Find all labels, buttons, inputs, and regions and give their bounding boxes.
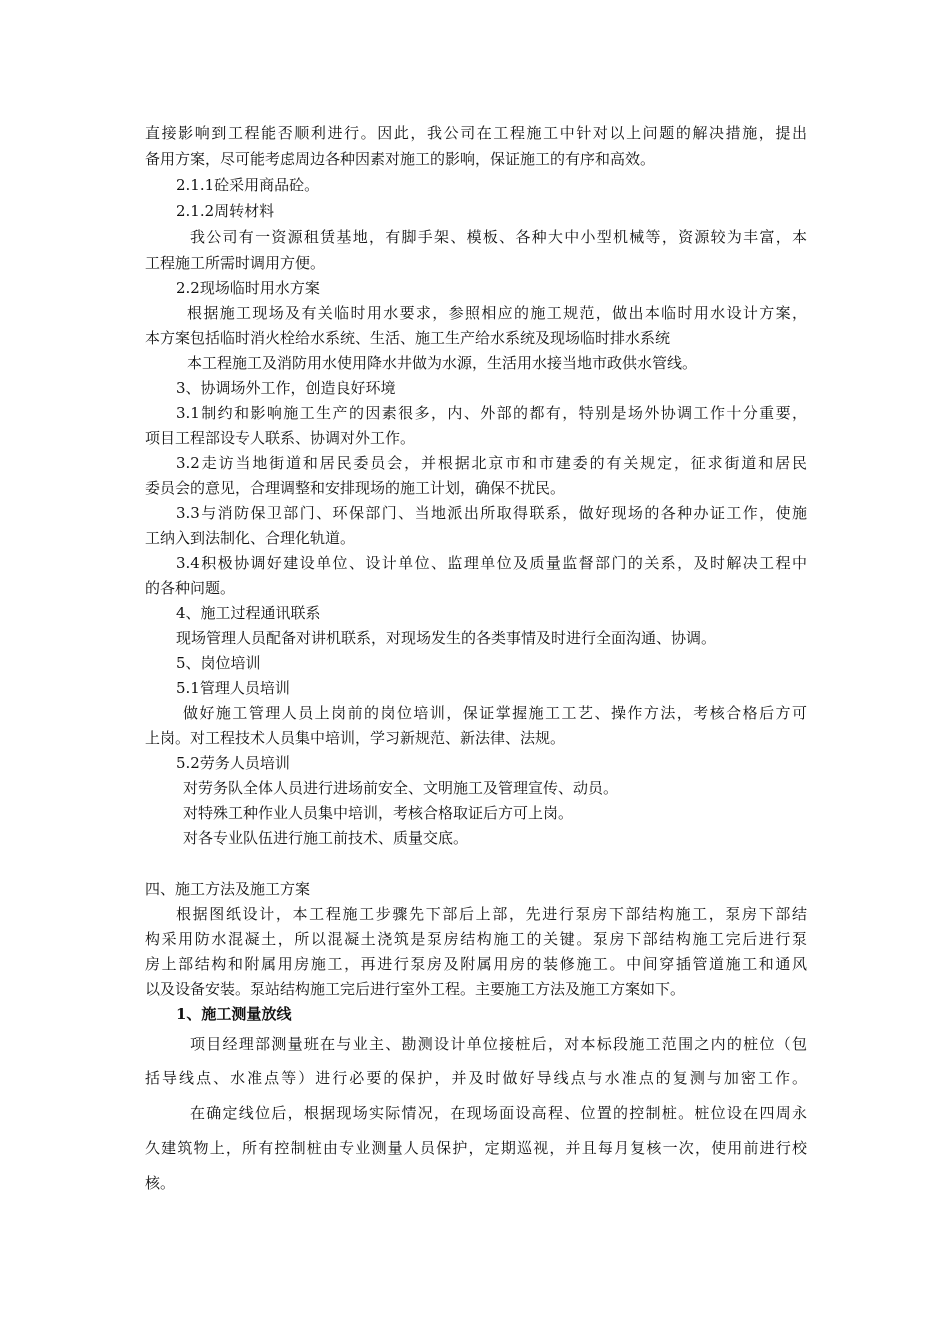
paragraph-line: 对各专业队伍进行施工前技术、质量交底。 bbox=[183, 829, 469, 847]
paragraph-line: 2.1.1砼采用商品砼。 bbox=[176, 176, 320, 194]
paragraph-line: 现场管理人员配备对讲机联系，对现场发生的各类事情及时进行全面沟通、协调。 bbox=[176, 629, 717, 647]
paragraph-line: 根据施工现场及有关临时用水要求，参照相应的施工规范，做出本临时用水设计方案， bbox=[187, 304, 807, 322]
paragraph-line: 久建筑物上，所有控制桩由专业测量人员保护，定期巡视，并且每月复核一次，使用前进行校 bbox=[145, 1139, 807, 1157]
paragraph-line: 本方案包括临时消火栓给水系统、生活、施工生产给水系统及现场临时排水系统 bbox=[145, 329, 671, 347]
paragraph-line: 本工程施工及消防用水使用降水井做为水源，生活用水接当地市政供水管线。 bbox=[187, 354, 698, 372]
paragraph-line: 的各种问题。 bbox=[145, 579, 236, 597]
paragraph-line: 项目经理部测量班在与业主、勘测设计单位接桩后，对本标段施工范围之内的桩位（包 bbox=[190, 1035, 807, 1053]
paragraph-line: 对特殊工种作业人员集中培训，考核合格取证后方可上岗。 bbox=[183, 804, 574, 822]
paragraph-line: 3.4积极协调好建设单位、设计单位、监理单位及质量监督部门的关系，及时解决工程中 bbox=[176, 554, 807, 572]
paragraph-line: 括导线点、水准点等）进行必要的保护，并及时做好导线点与水准点的复测与加密工作。 bbox=[145, 1069, 807, 1087]
section-heading: 5、岗位培训 bbox=[176, 654, 261, 672]
paragraph-line: 根据图纸设计，本工程施工步骤先下部后上部，先进行泵房下部结构施工，泵房下部结 bbox=[176, 905, 807, 923]
paragraph-line: 核。 bbox=[145, 1174, 176, 1192]
paragraph-line: 项目工程部设专人联系、协调对外工作。 bbox=[145, 429, 416, 447]
paragraph-line: 对劳务队全体人员进行进场前安全、文明施工及管理宣传、动员。 bbox=[183, 779, 619, 797]
paragraph-line: 3.1制约和影响施工生产的因素很多，内、外部的都有，特别是场外协调工作十分重要， bbox=[176, 404, 807, 422]
paragraph-line: 备用方案，尽可能考虑周边各种因素对施工的影响，保证施工的有序和高效。 bbox=[145, 150, 656, 168]
paragraph-line: 构采用防水混凝土，所以混凝土浇筑是泵房结构施工的关键。泵房下部结构施工完后进行泵 bbox=[145, 930, 807, 948]
paragraph-line: 房上部结构和附属用房施工，再进行泵房及附属用房的装修施工。中间穿插管道施工和通风 bbox=[145, 955, 807, 973]
section-heading: 4、施工过程通讯联系 bbox=[176, 604, 321, 622]
section-heading: 3、协调场外工作，创造良好环境 bbox=[176, 379, 396, 397]
section-heading-bold: 1、施工测量放线 bbox=[176, 1005, 292, 1023]
paragraph-line: 2.1.2周转材料 bbox=[176, 202, 275, 220]
paragraph-line: 在确定线位后，根据现场实际情况，在现场面设高程、位置的控制桩。桩位设在四周永 bbox=[190, 1104, 807, 1122]
section-heading: 2.2现场临时用水方案 bbox=[176, 279, 320, 297]
paragraph-line: 以及设备安装。泵站结构施工完后进行室外工程。主要施工方法及施工方案如下。 bbox=[145, 980, 686, 998]
paragraph-line: 3.3与消防保卫部门、环保部门、当地派出所取得联系，做好现场的各种办证工作，使施 bbox=[176, 504, 807, 522]
paragraph-line: 直接影响到工程能否顺利进行。因此，我公司在工程施工中针对以上问题的解决措施，提出 bbox=[145, 124, 807, 142]
paragraph-line: 我公司有一资源租赁基地，有脚手架、模板、各种大中小型机械等，资源较为丰富，本 bbox=[190, 228, 807, 246]
paragraph-line: 工纳入到法制化、合理化轨道。 bbox=[145, 529, 356, 547]
paragraph-line: 工程施工所需时调用方便。 bbox=[145, 254, 326, 272]
chapter-heading: 四、施工方法及施工方案 bbox=[145, 880, 311, 898]
paragraph-line: 做好施工管理人员上岗前的岗位培训，保证掌握施工工艺、操作方法，考核合格后方可 bbox=[183, 704, 807, 722]
paragraph-line: 上岗。对工程技术人员集中培训，学习新规范、新法律、法规。 bbox=[145, 729, 566, 747]
section-heading: 5.2劳务人员培训 bbox=[176, 754, 290, 772]
section-heading: 5.1管理人员培训 bbox=[176, 679, 290, 697]
paragraph-line: 委员会的意见，合理调整和安排现场的施工计划，确保不扰民。 bbox=[145, 479, 566, 497]
paragraph-line: 3.2走访当地街道和居民委员会，并根据北京市和市建委的有关规定，征求街道和居民 bbox=[176, 454, 807, 472]
